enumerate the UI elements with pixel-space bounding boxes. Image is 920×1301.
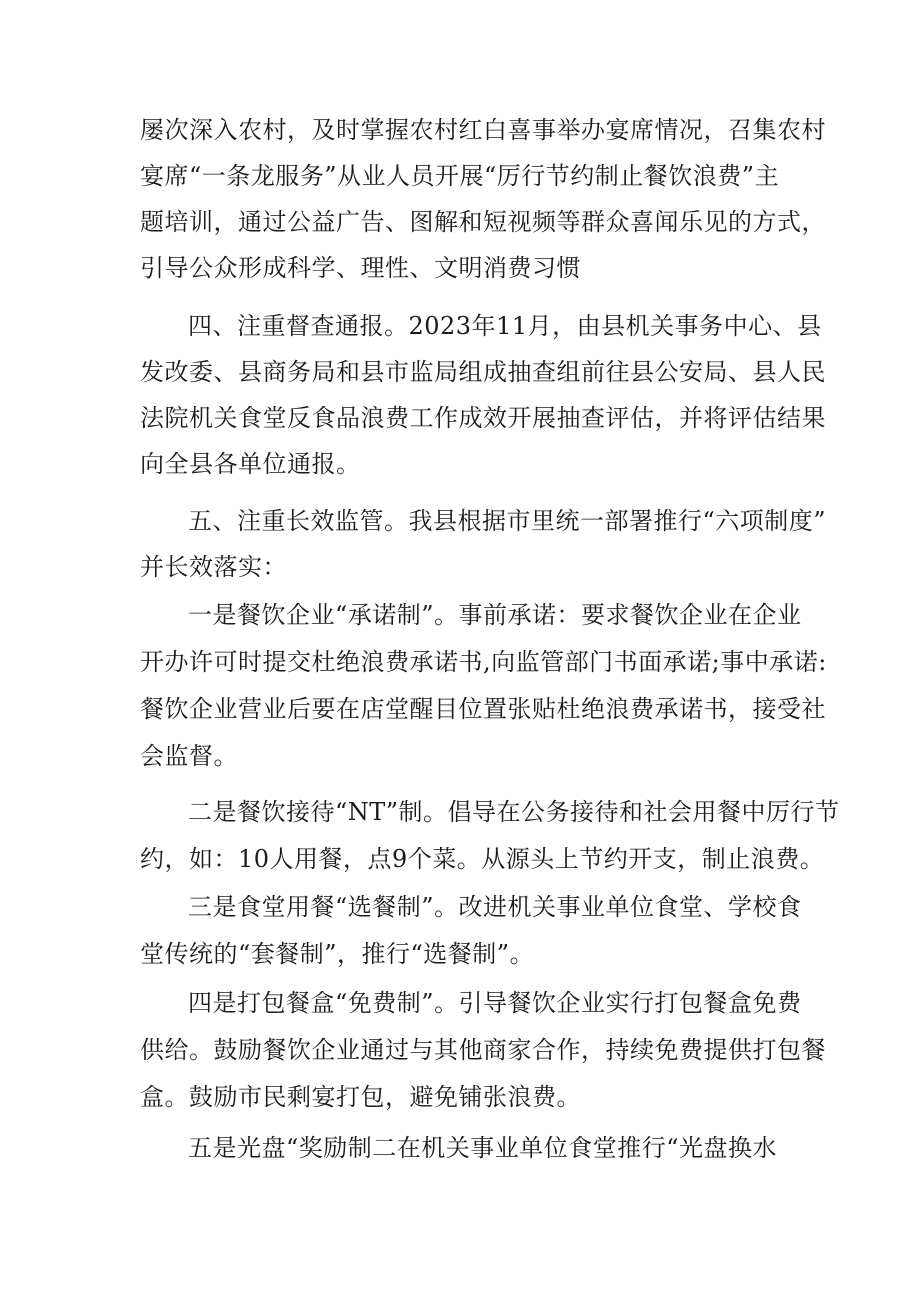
text-line: 引导公众形成科学、理性、文明消费习惯 xyxy=(140,254,581,282)
text-line: 屡次深入农村，及时掌握农村红白喜事举办宴席情况，召集农村 xyxy=(140,116,826,144)
text-line: 开办许可时提交杜绝浪费承诺书,向监管部门书面承诺;事中承诺: xyxy=(140,648,827,676)
text-line: 盒。鼓励市民剩宴打包，避免铺张浪费。 xyxy=(140,1083,581,1111)
text-line: 五、注重长效监管。我县根据市里统一部署推行“六项制度” xyxy=(188,507,827,535)
text-line: 向全县各单位通报。 xyxy=(140,450,361,478)
text-line: 会监督。 xyxy=(140,742,238,770)
text-line: 三是食堂用餐“选餐制”。改进机关事业单位食堂、学校食 xyxy=(188,893,802,921)
text-line: 一是餐饮企业“承诺制”。事前承诺：要求餐饮企业在企业 xyxy=(188,601,802,629)
text-line: 供给。鼓励餐饮企业通过与其他商家合作，持续免费提供打包餐 xyxy=(140,1036,826,1064)
text-line: 宴席“一条龙服务”从业人员开展“厉行节约制止餐饮浪费”主 xyxy=(140,162,780,190)
text-line: 并长效落实： xyxy=(140,553,287,581)
text-line: 二是餐饮接待“NT”制。倡导在公务接待和社会用餐中厉行节 xyxy=(188,798,840,826)
text-line: 堂传统的“套餐制”，推行“选餐制”。 xyxy=(140,940,535,968)
text-line: 约，如：10人用餐，点9个菜。从源头上节约开支，制止浪费。 xyxy=(140,845,825,873)
text-line: 四是打包餐盒“免费制”。引导餐饮企业实行打包餐盒免费 xyxy=(188,989,802,1017)
text-line: 五是光盘“奖励制二在机关事业单位食堂推行“光盘换水 xyxy=(188,1134,778,1162)
text-line: 餐饮企业营业后要在店堂醒目位置张贴杜绝浪费承诺书，接受社 xyxy=(140,695,826,723)
text-line: 发改委、县商务局和县市监局组成抽查组前往县公安局、县人民 xyxy=(140,358,826,386)
text-line: 题培训，通过公益广告、图解和短视频等群众喜闻乐见的方式， xyxy=(140,208,826,236)
text-line: 法院机关食堂反食品浪费工作成效开展抽查评估，并将评估结果 xyxy=(140,404,826,432)
text-line: 四、注重督查通报。2023年11月，由县机关事务中心、县 xyxy=(188,312,822,340)
